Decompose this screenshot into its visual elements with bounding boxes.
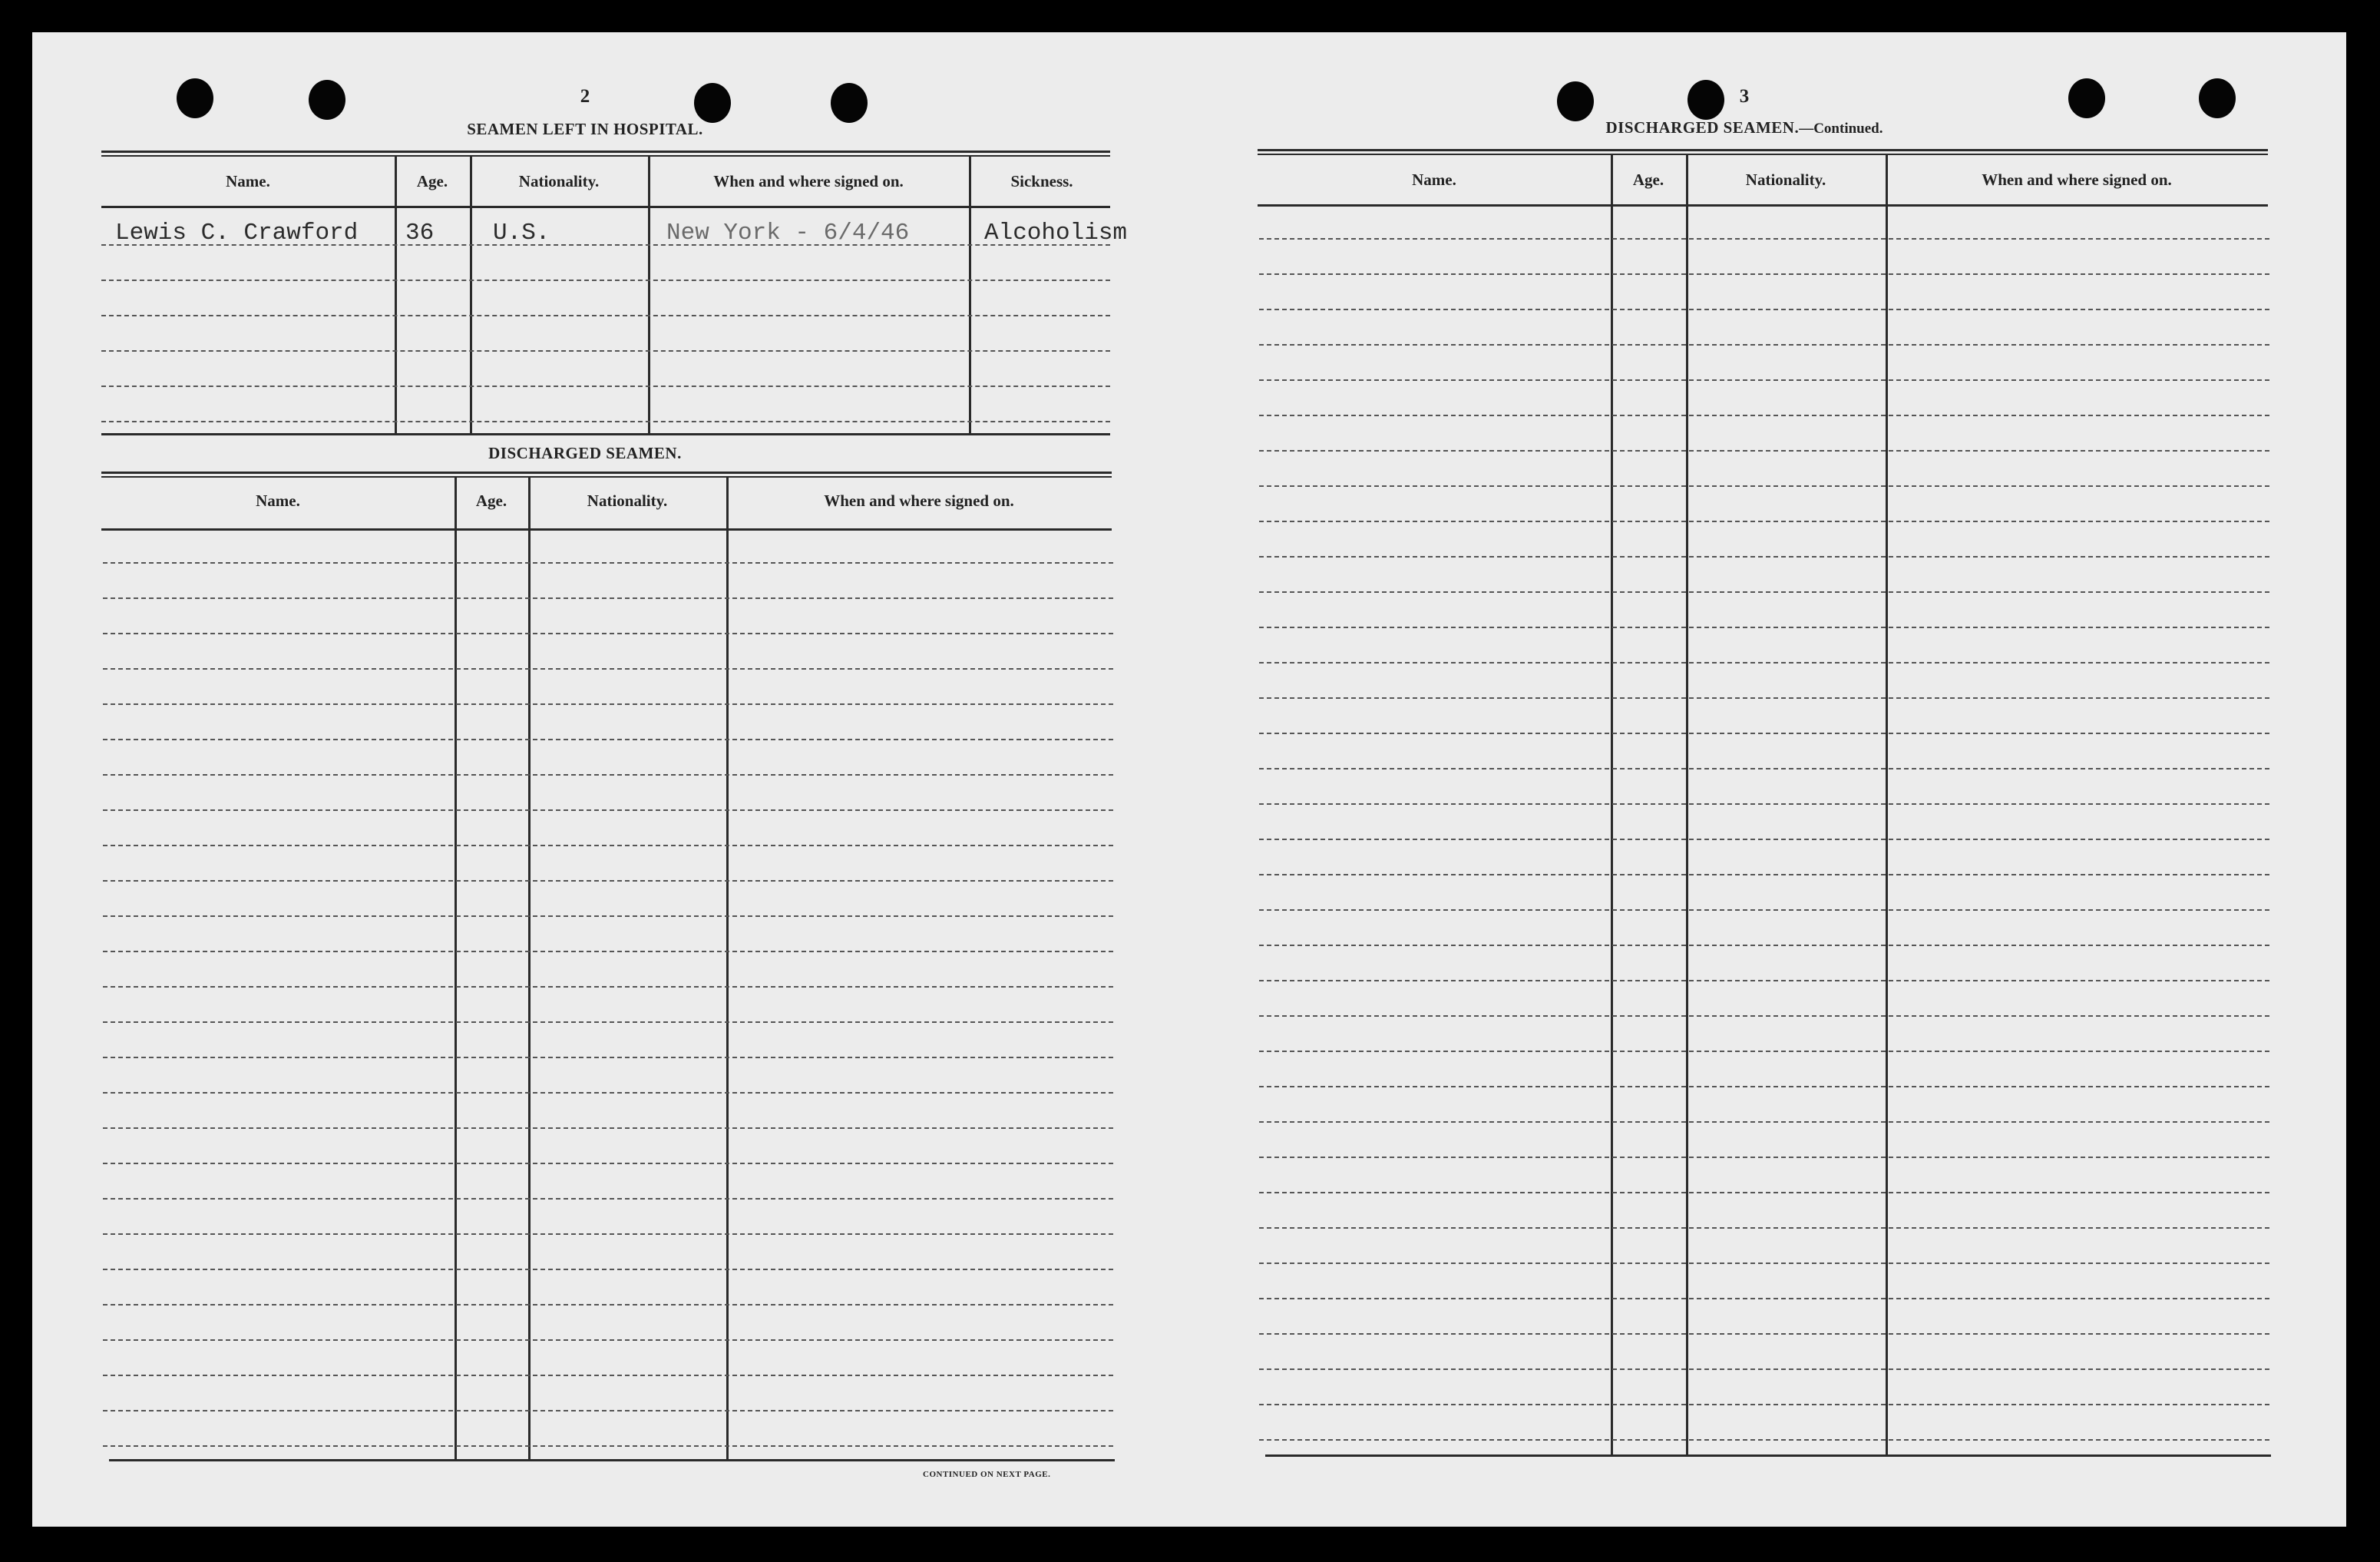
table-bottom-rule xyxy=(1265,1454,2271,1457)
row-line xyxy=(1259,450,2269,452)
row-line xyxy=(1259,803,2269,805)
row-line xyxy=(103,562,1113,564)
column-divider xyxy=(395,155,397,433)
row-line xyxy=(103,1304,1113,1306)
row-line xyxy=(103,845,1113,846)
row-line xyxy=(101,350,1110,352)
row-line xyxy=(103,915,1113,917)
header-rule xyxy=(1258,204,2268,207)
row-line xyxy=(1259,733,2269,734)
row-line xyxy=(103,1375,1113,1376)
column-header-sickness: Sickness. xyxy=(1010,172,1073,190)
column-header-signed-on: When and where signed on. xyxy=(1982,170,2172,189)
row-line xyxy=(103,1410,1113,1411)
table-bottom-rule xyxy=(101,433,1110,435)
section-title-suffix: —Continued. xyxy=(1799,121,1883,137)
column-header-name: Name. xyxy=(1412,170,1456,189)
row-line xyxy=(103,774,1113,776)
row-line xyxy=(103,1233,1113,1235)
row-line xyxy=(1259,839,2269,840)
row-line xyxy=(1259,344,2269,346)
row-line xyxy=(103,880,1113,882)
row-line xyxy=(103,633,1113,634)
row-line xyxy=(103,1198,1113,1200)
seaman-signed-on: New York - 6/4/46 xyxy=(666,220,910,247)
row-line xyxy=(1259,1439,2269,1441)
row-line xyxy=(1259,591,2269,593)
table-bottom-rule xyxy=(109,1459,1115,1461)
row-line xyxy=(103,1092,1113,1094)
row-line xyxy=(101,421,1110,422)
row-line xyxy=(1259,1333,2269,1335)
row-line xyxy=(103,986,1113,988)
row-line xyxy=(1259,697,2269,699)
seaman-name: Lewis C. Crawford xyxy=(115,220,359,247)
row-line xyxy=(103,951,1113,952)
row-line xyxy=(103,1163,1113,1164)
row-line xyxy=(1259,1192,2269,1193)
row-line xyxy=(1259,1404,2269,1405)
punch-hole xyxy=(694,83,731,123)
column-header-age: Age. xyxy=(475,491,507,510)
row-line xyxy=(103,1445,1113,1447)
punch-hole xyxy=(309,80,345,120)
section-title-hospital: SEAMEN LEFT IN HOSPITAL. xyxy=(467,120,703,138)
column-header-age: Age. xyxy=(1632,170,1664,189)
column-header-signed-on: When and where signed on. xyxy=(824,491,1014,510)
row-line xyxy=(1259,909,2269,911)
row-line xyxy=(1259,874,2269,875)
seaman-nationality: U.S. xyxy=(493,220,550,247)
column-divider xyxy=(455,478,457,1459)
row-line xyxy=(1259,556,2269,558)
table-top-rule xyxy=(1258,149,2268,155)
continued-note: CONTINUED ON NEXT PAGE. xyxy=(923,1470,1051,1479)
row-line xyxy=(101,315,1110,316)
row-line xyxy=(1259,1051,2269,1052)
table-top-rule xyxy=(101,472,1112,478)
row-line xyxy=(103,809,1113,811)
punch-hole xyxy=(831,83,868,123)
column-header-nationality: Nationality. xyxy=(1745,170,1826,189)
punch-hole xyxy=(1557,81,1594,121)
column-header-name: Name. xyxy=(226,172,270,190)
row-line xyxy=(1259,1121,2269,1123)
row-line xyxy=(103,739,1113,740)
row-line xyxy=(1259,273,2269,275)
row-line xyxy=(1259,309,2269,310)
header-rule xyxy=(101,528,1112,531)
row-line xyxy=(101,386,1110,387)
row-line xyxy=(1259,1015,2269,1017)
column-header-name: Name. xyxy=(256,491,300,510)
column-header-signed-on: When and where signed on. xyxy=(713,172,904,190)
row-line xyxy=(103,1021,1113,1023)
row-line xyxy=(103,703,1113,705)
row-line xyxy=(1259,1227,2269,1229)
page-number: 2 xyxy=(580,86,590,107)
header-rule xyxy=(101,206,1110,208)
column-header-age: Age. xyxy=(416,172,448,190)
column-divider xyxy=(470,155,472,433)
punch-hole xyxy=(177,78,213,118)
row-line xyxy=(1259,980,2269,981)
row-line xyxy=(1259,768,2269,769)
row-line xyxy=(1259,238,2269,240)
row-line xyxy=(1259,485,2269,487)
column-divider xyxy=(528,478,531,1459)
column-divider xyxy=(648,155,650,433)
table-top-rule xyxy=(101,151,1110,157)
row-line xyxy=(1259,1157,2269,1158)
seaman-age: 36 xyxy=(405,220,435,247)
page-number: 3 xyxy=(1739,86,1750,107)
ledger-sheet xyxy=(32,32,2346,1527)
column-divider xyxy=(726,478,729,1459)
punch-hole xyxy=(2199,78,2236,118)
column-header-nationality: Nationality. xyxy=(587,491,668,510)
row-line xyxy=(1259,662,2269,664)
seaman-sickness: Alcoholism xyxy=(984,220,1128,247)
row-line xyxy=(1259,1298,2269,1299)
section-title-discharged-continued xyxy=(1514,118,1975,137)
row-line xyxy=(103,1269,1113,1270)
section-title-discharged: DISCHARGED SEAMEN. xyxy=(488,444,682,462)
row-line xyxy=(103,1339,1113,1341)
row-line xyxy=(1259,945,2269,946)
row-line xyxy=(1259,379,2269,381)
row-line xyxy=(103,668,1113,670)
punch-hole xyxy=(1687,80,1724,120)
row-line xyxy=(101,280,1110,281)
row-line xyxy=(1259,1368,2269,1370)
row-line xyxy=(103,597,1113,599)
section-title-text: DISCHARGED SEAMEN. xyxy=(1605,118,1800,137)
row-line xyxy=(103,1057,1113,1058)
column-divider xyxy=(969,155,971,433)
punch-hole xyxy=(2068,78,2105,118)
row-line xyxy=(1259,1263,2269,1264)
row-line xyxy=(1259,521,2269,522)
row-line xyxy=(1259,415,2269,416)
row-line xyxy=(1259,1086,2269,1087)
row-line xyxy=(103,1127,1113,1129)
column-header-nationality: Nationality. xyxy=(518,172,600,190)
row-line xyxy=(1259,627,2269,628)
